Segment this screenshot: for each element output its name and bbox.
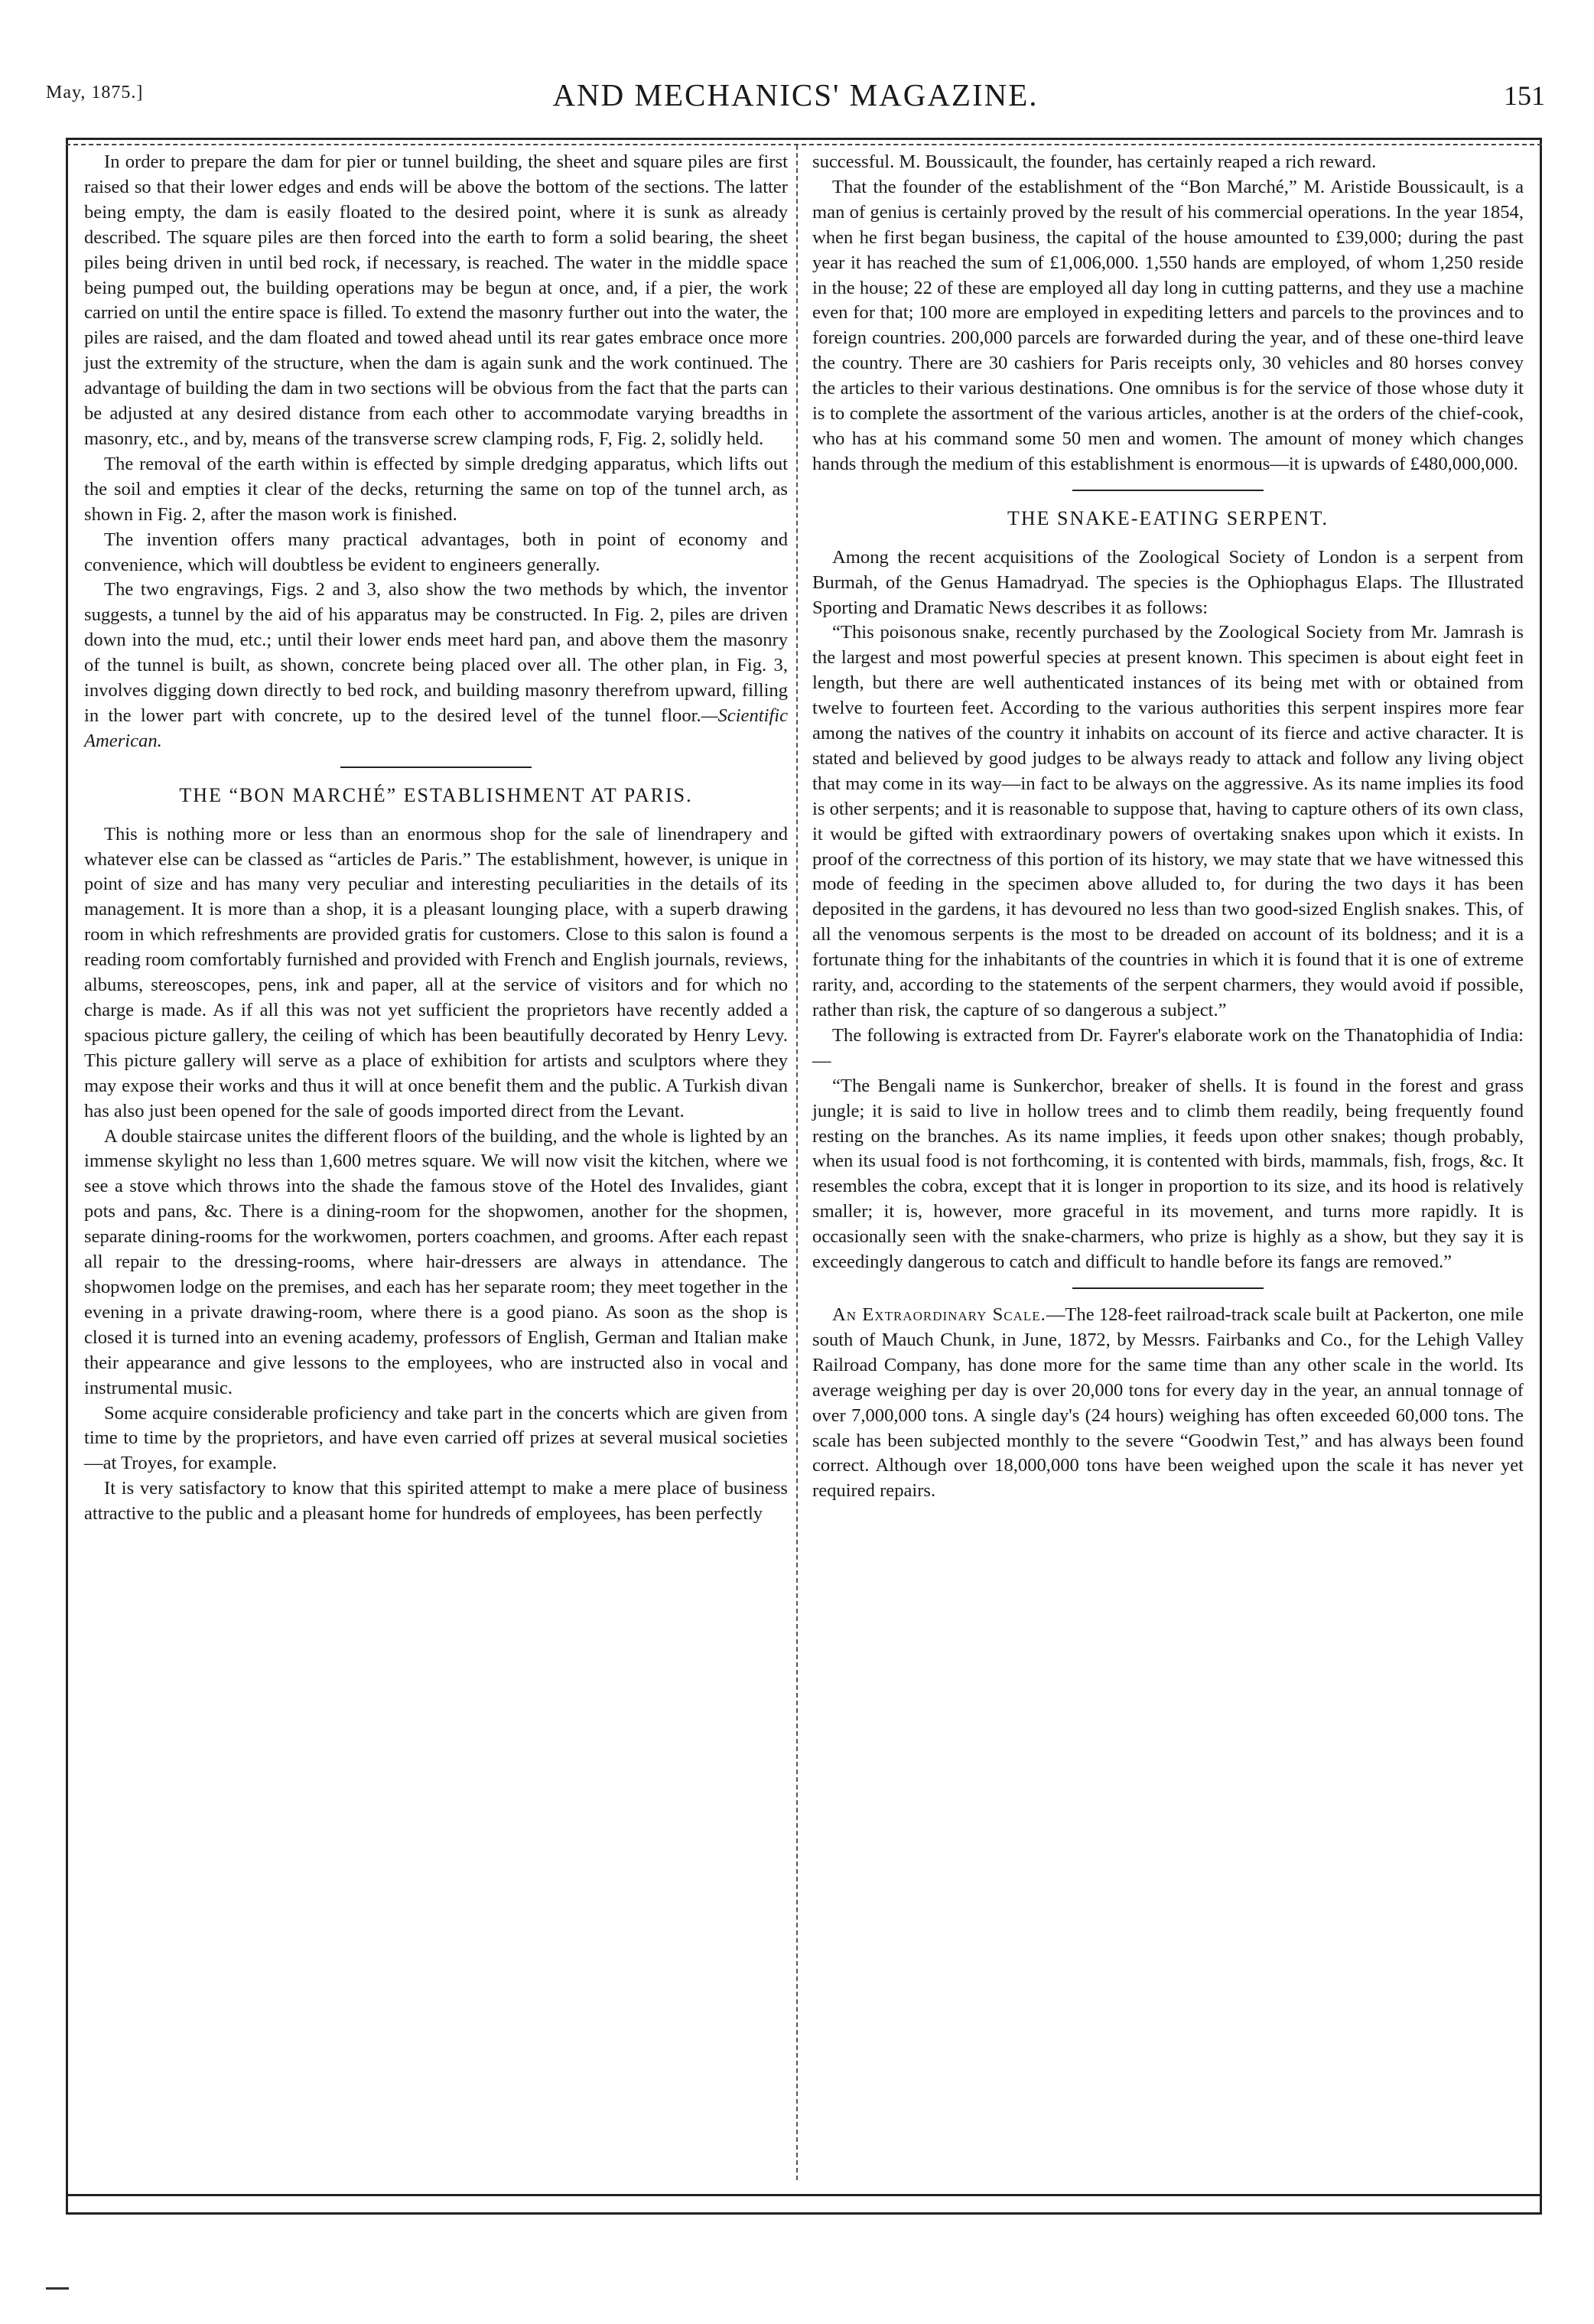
scale-lead: An Extraordinary Scale. [832, 1304, 1046, 1325]
snake-paragraph-4: “The Bengali name is Sunkerchor, breaker of shells. It is found in the forest and grass jungle; it is said to live in hollow trees and to climb them readily, being frequently found resting on the branches. As its name implies, it feeds upon other snakes; though probably, when its usual food is not forthcoming, it is contented with birds, mammals, fish, frogs, &c. It resembles the cobra, except that it is longer in proportion to its size, and its hood is relatively smaller; it is, however, more graceful in its movement, and turns more rapidly. It is occasionally seen with the snake-charmers, who prize is highly as a show, but they say it is exceedingly dangerous to catch and difficult to handle before its fangs are removed.” [812, 1075, 1524, 1273]
tunnel-paragraph-3: The invention offers many practical advantages, both in point of economy and convenience, which will doubtless be evident to engineers generally. [84, 529, 788, 575]
bottom-rule [66, 2194, 1542, 2196]
bon-marche-continued-2: That the founder of the establishment of the “Bon Marché,” M. Aristide Boussicault, is a man of genius is certainly proved by the result of his commercial operations. In the year 1854, when he first began business, the capital of the house amounted to £39,000; during the past year it has reached the sum of £1,006,000. 1,550 hands are employed, of whom 1,250 reside in the house; 22 of these are employed all day long in cutting patterns, and they use a machine even for that; 100 more are employed in expediting letters and parcels to the provinces and to foreign countries. 200,000 parcels are forwarded during the year, and of these one-third leave the country. There are 30 cashiers for Paris receipts only, 30 vehicles and 80 horses convey the articles to their various destinations. One omnibus is for the service of those whose duty it is to complete the assortment of the various articles, another is at the orders of the chief-cook, who has at his command some 50 men and women. The amount of money which changes hands through the medium of this establishment is enormous—it is upwards of £480,000,000. [812, 176, 1524, 474]
tunnel-paragraph-4-text: The two engravings, Figs. 2 and 3, also show the two methods by which, the inventor suggests, a tunnel by the aid of his apparatus may be constructed. In Fig. 2, piles are driven down into the mud, etc.; until their lower ends meet hard pan, and above them the masonry of the tunnel is built, as shown, concrete being placed over all. The other plan, in Fig. 3, involves digging down directly to bed rock, and building masonry therefrom upward, filling in the lower part with concrete, up to the desired level of the tunnel floor. [84, 579, 788, 726]
snake-paragraph-2: “This poisonous snake, recently purchased by the Zoological Society from Mr. Jamrash is the largest and most powerful species at present known. This specimen is about eight feet in length, but there are well authenticated instances of its being met with or obtained from twelve to fourteen feet. According to the various authorities this serpent inspires more fear among the natives of the country it inhabits on account of its fierce and active character. It is stated and believed by good judges to be always ready to attack and follow any living object that may come in its way—in fact to be always on the aggressive. As its name implies its food is other serpents; and it is reasonable to suppose that, having to capture others of its own class, it would be gifted with extraordinary powers of overtaking snakes upon which it exists. In proof of the correctness of this portion of its history, we may state that we have witnessed this mode of feeding in the specimen above alluded to, for during the two days it has been deposited in the gardens, it has devoured no less than two good-sized English snakes. This, of all the venomous serpents is the most to be dreaded on account of its boldness; and it is a fortunate thing for the inhabitants of the countries in which it is found that it is one of extreme rarity, and, according to the statements of the serpent charmers, they would avoid if possible, rather than risk, the capture of so dangerous a subject.” [812, 622, 1524, 1020]
section-rule [340, 767, 532, 768]
column-divider [796, 145, 798, 2180]
page-number: 151 [1504, 80, 1545, 111]
bon-marche-paragraph-2: A double staircase unites the different floors of the building, and the whole is lighted by an immense skylight no less than 1,600 metres square. We will now visit the kitchen, where we see a stove which throws into the shade the famous stove of the Hotel des Invalides, giant pots and pans, &c. There is a dining-room for the shopwomen, another for the shopmen, separate dining-rooms for the workwomen, porters coachmen, and grooms. After each repast all repair to the dressing-rooms, where hair-dressers are always in attendance. The shopwomen lodge on the premises, and each has her separate room; they meet together in the evening in a private drawing-room, where there is a good piano. As soon as the shop is closed it is turned into an evening academy, professors of English, German and Italian make their appearance and give lessons to the employees, who are instructed also in vocal and instrumental music. [84, 1125, 788, 1398]
issue-date: May, 1875.] [46, 83, 144, 103]
running-title: AND MECHANICS' MAGAZINE. [552, 77, 1039, 112]
right-column [812, 150, 1524, 1504]
snake-paragraph-1: Among the recent acquisitions of the Zoological Society of London is a serpent from Burmah, of the Genus Hamadryad. The species is the Ophiophagus Elaps. The Illustrated Sporting and Dramatic News describes it as follows: [812, 546, 1524, 618]
scale-text: —The 128-feet railroad-track scale built at Packerton, one mile south of Mauch Chunk, in June, 1872, by Messrs. Fairbanks and Co., for the Lehigh Valley Railroad Company, has done more for the same time than any other scale in the world. Its average weighing per day is over 20,000 tons for every day in the year, an annual tonnage of over 7,000,000 tons. A single day's (24 hours) weighing has often exceeded 60,000 tons. The scale has been subjected monthly to the severe “Goodwin Test,” and has always been found correct. Although over 18,000,000 tons have been weighed upon the scale it has never yet required repairs. [812, 1304, 1524, 1502]
section-rule-right-2 [1072, 1287, 1264, 1289]
left-column [84, 150, 788, 1527]
bon-marche-continued-1: successful. M. Boussicault, the founder, has certainly reaped a rich reward. [812, 151, 1377, 172]
scale-paragraph [812, 1303, 1524, 1504]
bon-marche-paragraph-1: This is nothing more or less than an enormous shop for the sale of linendrapery and whatever else can be classed as “articles de Paris.” The establishment, however, is unique in point of size and has many very peculiar and interesting peculiarities in the details of its management. It is more than a shop, it is a pleasant lounging place, with a superb drawing room in which refreshments are provided gratis for customers. Close to this salon is found a reading room comfortably furnished and provided with French and English journals, reviews, albums, stereoscopes, pens, ink and paper, all at the service of visitors and for which no charge is made. As if all this was not yet sufficient the proprietors have recently added a spacious picture gallery, the ceiling of which has been beautifully decorated by Henry Levy. This picture gallery will serve as a place of exhibition for artists and sculptors where they may expose their works and thus it will at once benefit them and the public. A Turkish divan has also just been opened for the sale of goods imported direct from the Levant. [84, 823, 788, 1121]
bon-marche-heading: THE “BON MARCHÉ” ESTABLISHMENT AT PARIS. [179, 783, 693, 806]
top-dashed-rule [66, 144, 1542, 145]
tunnel-paragraph-1: In order to prepare the dam for pier or tunnel building, the sheet and square piles are first raised so that their lower edges and ends will be above the bottom of the sections. The latter being empty, the dam is easily floated to the desired point, where it is sunk as already described. The square piles are then forced into the earth to form a solid bearing, the sheet piles being driven in until bed rock, if necessary, is reached. The water in the middle space being pumped out, the building operations may be begun at once, and, if a pier, the work carried on until the entire space is filled. To extend the masonry further out into the water, the piles are raised, and the dam floated and towed ahead until its rear gates embrace once more just the extremity of the structure, when the dam is again sunk and the work continued. The advantage of building the dam in two sections will be obvious from the fact that the parts can be adjusted at any desired distance from each other to accommodate varying breadths in masonry, etc., and by, means of the transverse screw clamping rods, F, Fig. 2, solidly held. [84, 151, 788, 449]
footer-mark [46, 2287, 69, 2290]
bon-marche-paragraph-4: It is very satisfactory to know that this spirited attempt to make a mere place of business attractive to the public and a pleasant home for hundreds of employees, has been perfectly [84, 1478, 788, 1525]
snake-paragraph-3: The following is extracted from Dr. Fayrer's elaborate work on the Thanatophidia of India:— [812, 1024, 1524, 1071]
page-header [46, 76, 1545, 122]
bon-marche-paragraph-3: Some acquire considerable proficiency and take part in the concerts which are given from time to time by the proprietors, and have even carried off prizes at several musical societies—at Troyes, for example. [84, 1402, 788, 1474]
tunnel-source: —Scientific American. [84, 705, 788, 751]
tunnel-paragraph-2: The removal of the earth within is effected by simple dredging apparatus, which lifts out the soil and empties it clear of the decks, returning the same on top of the tunnel arch, as shown in Fig. 2, after the mason work is finished. [84, 453, 788, 525]
snake-heading: THE SNAKE-EATING SERPENT. [1007, 506, 1329, 529]
tunnel-paragraph-4 [84, 578, 788, 754]
section-rule-right [1072, 490, 1264, 491]
